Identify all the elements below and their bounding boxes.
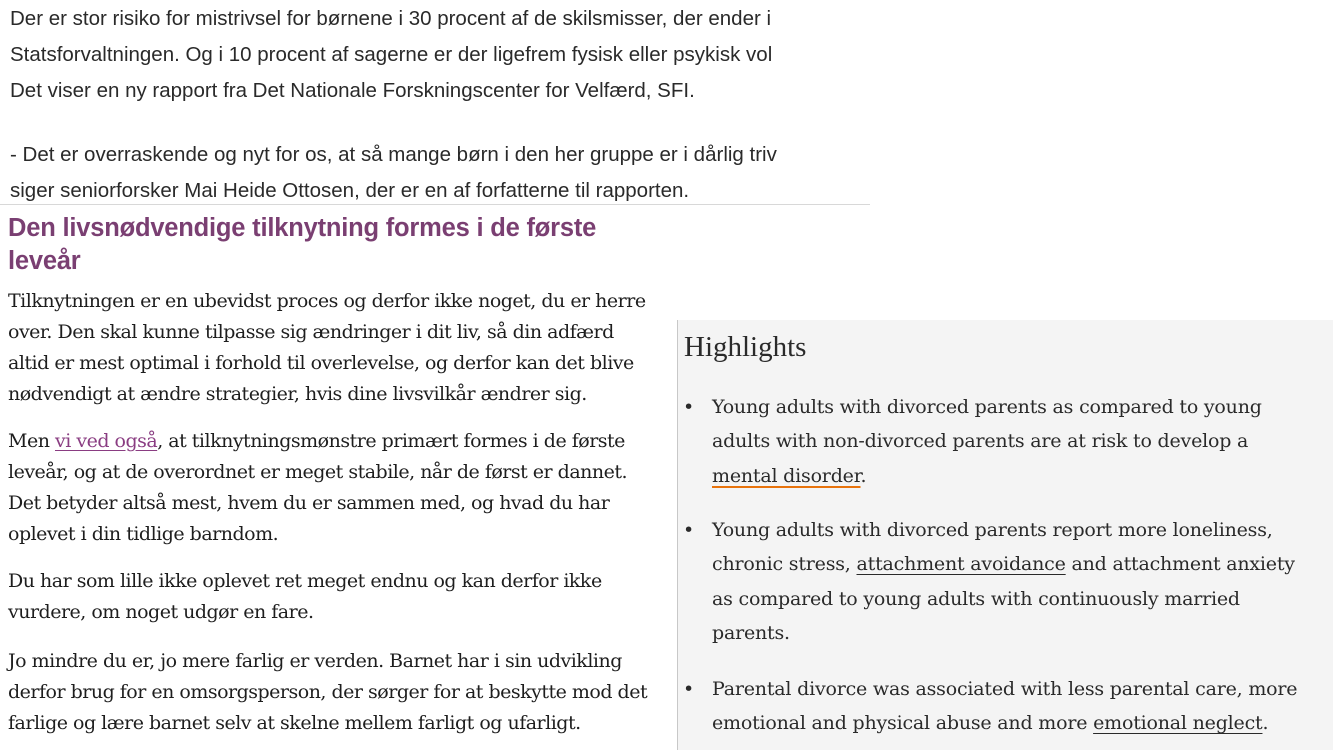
bullet-icon: • — [683, 396, 695, 418]
text-line: over. Den skal kunne tilpasse sig ændringer i dit liv, så din adfærd — [8, 321, 614, 343]
text-fragment: emotional and physical abuse and more — [712, 712, 1094, 735]
bullet-icon: • — [683, 678, 695, 700]
highlights-title: Highlights — [684, 331, 807, 363]
text-line: farlige og lære barnet selv at skelne mellem farligt og ufarligt. — [8, 712, 581, 734]
text-fragment: . — [860, 464, 867, 487]
text-line: Tilknytningen er en ubevidst proces og derfor ikke noget, du er herre — [8, 290, 646, 312]
text-line: Parental divorce was associated with less parental care, more — [712, 678, 1298, 700]
text-fragment: . — [1262, 712, 1269, 735]
divider — [0, 204, 870, 205]
text-fragment: Men — [8, 430, 55, 452]
article-paragraph — [8, 426, 627, 550]
article-paragraph — [8, 286, 646, 410]
heading-line: Den livsnødvendige tilknytning formes i de første — [8, 214, 597, 242]
news-line: Det viser en ny rapport fra Det Nationale Forskningscenter for Velfærd, SFI. — [10, 79, 695, 102]
text-line: Young adults with divorced parents as compared to young — [712, 396, 1262, 418]
article-paragraph — [8, 646, 647, 739]
text-fragment: and attachment anxiety — [1065, 553, 1295, 576]
text-line: Young adults with divorced parents report more loneliness, — [712, 519, 1273, 541]
emotional-neglect-link[interactable]: emotional neglect — [1093, 712, 1263, 735]
news-clip — [0, 0, 870, 206]
text-line: Jo mindre du er, jo mere farlig er verden. Barnet har i sin udvikling — [8, 650, 622, 672]
text-line: nødvendigt at ændre strategier, hvis dine livsvilkår ændrer sig. — [8, 383, 587, 405]
heading-line: leveår — [8, 247, 81, 275]
article-clip — [0, 206, 677, 750]
text-line: as compared to young adults with continuously married — [712, 587, 1240, 610]
text-line: vurdere, om noget udgør en fare. — [8, 601, 314, 623]
text-line: adults with non-divorced parents are at risk to develop a — [712, 430, 1249, 453]
news-line: Statsforvaltningen. Og i 10 procent af sagerne er der ligefrem fysisk eller psykisk vol — [10, 43, 773, 66]
text-line: leveår, og at de overordnet er meget stabile, når de først er dannet. — [8, 461, 628, 483]
news-line: siger seniorforsker Mai Heide Ottosen, der er en af forfatterne til rapporten. — [10, 179, 690, 202]
text-line: derfor brug for en omsorgsperson, der sørger for at beskytte mod det — [8, 681, 648, 703]
bullet-icon: • — [683, 519, 695, 541]
news-line: Der er stor risiko for mistrivsel for børnene i 30 procent af de skilsmisser, der ender i — [10, 7, 772, 30]
text-line: Du har som lille ikke oplevet ret meget endnu og kan derfor ikke — [8, 570, 602, 592]
article-heading — [8, 212, 658, 278]
attachment-avoidance-link[interactable]: attachment avoidance — [856, 553, 1066, 576]
mental-disorder-link[interactable]: mental disorder — [712, 464, 861, 487]
text-line: altid er mest optimal i forhold til overlevelse, og derfor kan det blive — [8, 352, 634, 374]
text-line: parents. — [712, 621, 790, 644]
text-fragment: , at tilknytningsmønstre primært formes i de første — [157, 430, 625, 452]
text-line: oplevet i din tidlige barndom. — [8, 523, 279, 545]
text-line: Det betyder altså mest, hvem du er sammen med, og hvad du har — [8, 492, 610, 514]
news-line: - Det er overraskende og nyt for os, at så mange børn i den her gruppe er i dårlig triv — [10, 143, 777, 166]
highlights-panel — [677, 320, 1333, 750]
vi-ved-ogsaa-link[interactable]: vi ved også — [54, 430, 158, 452]
text-fragment: chronic stress, — [712, 553, 857, 576]
article-paragraph — [8, 566, 602, 628]
